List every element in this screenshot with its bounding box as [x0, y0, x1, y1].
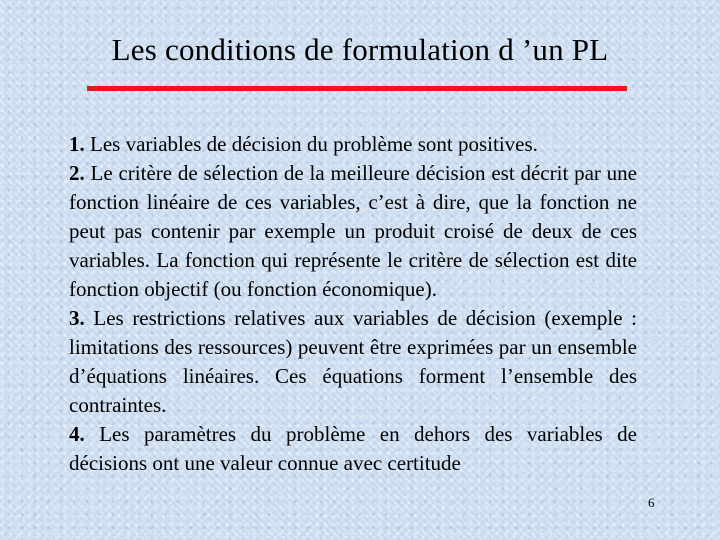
list-item-number: 2. [69, 161, 85, 185]
list-item-number: 1. [69, 132, 85, 156]
list-item-text: Le critère de sélection de la meilleure décision est décrit par une fonction linéaire de ces variables, c’est à dire, que la fonction ne peut pas contenir par exemple un produit croisé de deux de ces variables. La fonction qui représente le critère de sélection est dite fonction objectif (ou fonction économique). [69, 161, 637, 301]
page-number: 6 [648, 495, 655, 510]
list-item-3 [69, 304, 637, 420]
title-underline [87, 86, 627, 91]
slide-body [69, 130, 637, 478]
list-item-text: Les restrictions relatives aux variables de décision (exemple : limitations des ressources) peuvent être exprimées par un ensemble d’équations linéaires. Ces équations forment l’ensemble des contraintes. [69, 306, 637, 417]
list-item-1 [69, 130, 637, 159]
list-item-text: Les paramètres du problème en dehors des variables de décisions ont une valeur connue avec certitude [69, 422, 637, 475]
list-item-2 [69, 159, 637, 304]
list-item-4 [69, 420, 637, 478]
list-item-number: 4. [69, 422, 85, 446]
list-item-text: Les variables de décision du problème sont positives. [84, 132, 538, 156]
slide-title: Les conditions de formulation d ’un PL [111, 32, 609, 67]
list-item-number: 3. [69, 306, 85, 330]
